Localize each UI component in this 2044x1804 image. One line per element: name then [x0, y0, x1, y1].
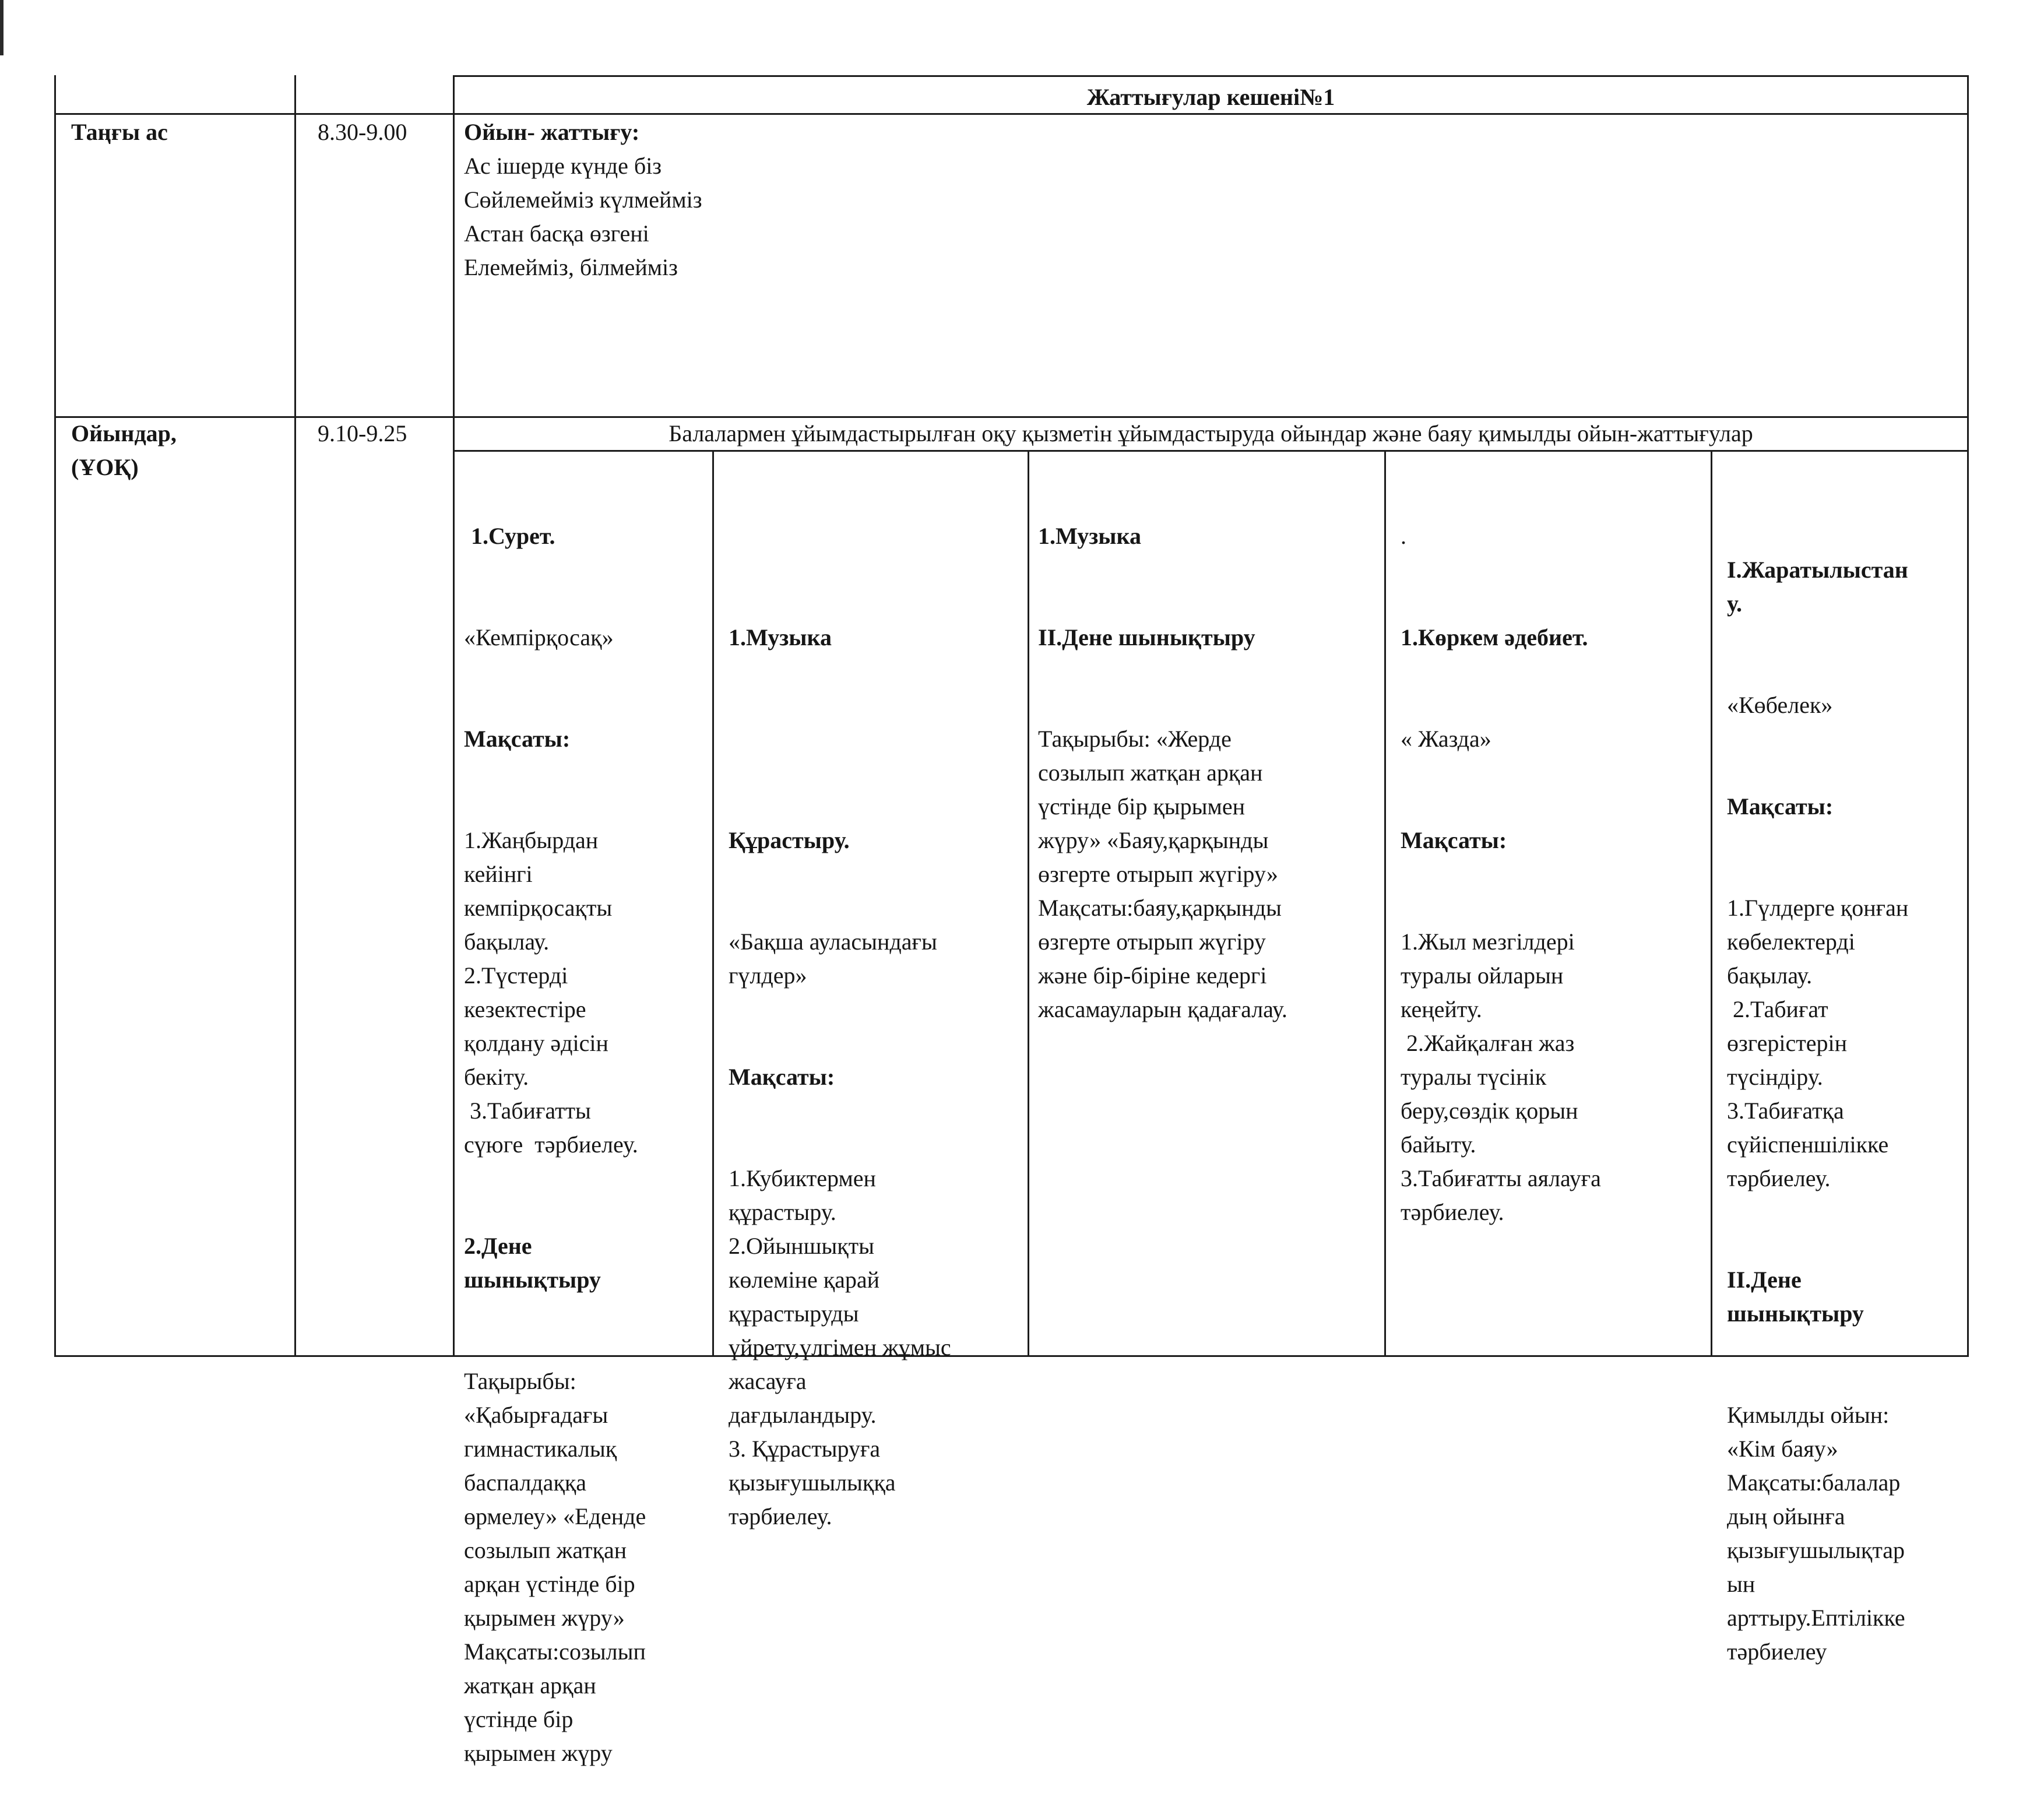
table-left-border — [54, 75, 56, 1357]
games-time: 9.10-9.25 — [318, 420, 407, 446]
day-cell-2 — [729, 452, 1023, 1567]
day2-heading-music: 1.Музыка — [729, 624, 832, 650]
day3-pe-text: Тақырыбы: «Жерде созылып жатқан арқан үстінде бір қырымен жүру» «Баяу,қарқынды өзгерте отырып жүгіру» Мақсаты:баяу,қарқынды өзгерте отырып жүгіру және бір-біріне кедергі жасамауларын қадағалау. — [1038, 726, 1287, 1022]
day2-topic: «Бақша ауласындағы гүлдер» — [729, 929, 937, 989]
day-cell-4 — [1401, 452, 1707, 1263]
day5-heading-nature: І.Жаратылыстан у. — [1727, 557, 1908, 617]
day4-dot: . — [1401, 523, 1406, 549]
day1-topic: «Кемпірқосақ» — [464, 624, 614, 650]
breakfast-label: Таңғы ас — [71, 119, 168, 145]
day5-goal-text: 1.Гүлдерге қонған көбелектерді бақылау. 2.Табиғат өзгерістерін түсіндіру. 3.Табиғатқа сүйіспеншілікке тәрбиелеу. — [1727, 895, 1909, 1191]
day3-heading-pe: ІІ.Дене шынықтыру — [1038, 624, 1255, 650]
day5-pe-text: Қимылды ойын: «Кім баяу» Мақсаты:балалар дың ойынға қызығушылықтар ын арттыру.Ептілікке тәрбиелеу — [1727, 1402, 1905, 1665]
day-col-divider-3 — [1384, 450, 1386, 1357]
breakfast-rhyme-line: Астан басқа өзгені — [464, 220, 649, 247]
day-cell-5 — [1727, 486, 1966, 1703]
day-cell-1 — [464, 452, 709, 1804]
day1-heading-art: 1.Сурет. — [471, 523, 555, 549]
day-col-divider-4 — [1711, 450, 1712, 1357]
breakfast-rhyme-line: Сөйлемейміз күлмейміз — [464, 187, 702, 213]
day2-goal-text: 1.Кубиктермен құрастыру. 2.Ойыншықты көлеміне қарай құрастыруды үйрету,үлгімен жұмыс жасауға дағдыландыру. 3. Құрастыруға қызығушылыққа тәрбиелеу. — [729, 1165, 951, 1529]
day2-spacer — [729, 722, 1023, 756]
day4-heading-literature: 1.Көркем әдебиет. — [1401, 624, 1588, 650]
games-banner: Балалармен ұйымдастырылған оқу қызметін ұйымдастыруда ойындар және баяу қимылды ойын-жаттығулар — [669, 420, 1753, 446]
day2-goal-label: Мақсаты: — [729, 1064, 835, 1090]
table-col-divider-1 — [294, 75, 296, 1357]
day1-pe-text: Тақырыбы: «Қабырғадағы гимнастикалық баспалдаққа өрмелеу» «Еденде созылып жатқан арқан үстінде бір қырымен жүру» Мақсаты:созылып жатқан арқан үстінде бір қырымен жүру — [464, 1368, 646, 1766]
day5-heading-pe: ІІ.Дене шынықтыру — [1727, 1267, 1864, 1327]
day3-heading-music: 1.Музыка — [1038, 523, 1141, 549]
day1-heading-pe: 2.Дене шынықтыру — [464, 1233, 601, 1293]
day1-goal-label: Мақсаты: — [464, 726, 571, 752]
day1-goal-text: 1.Жаңбырдан кейінгі кемпірқосақты бақылау. 2.Түстерді кезектестіре қолдану әдісін бекіту. 3.Табиғатты сүюге тәрбиелеу. — [464, 827, 638, 1158]
day-cell-3 — [1038, 452, 1382, 1060]
games-label: Ойындар, (ҰОҚ) — [71, 420, 182, 480]
day2-spacer — [729, 519, 1023, 553]
table-right-border — [1967, 75, 1969, 1357]
day5-topic: «Көбелек» — [1727, 692, 1833, 718]
day5-goal-label: Мақсаты: — [1727, 793, 1834, 820]
breakfast-rhyme-line: Елемейміз, білмейміз — [464, 254, 678, 280]
day4-goal-label: Мақсаты: — [1401, 827, 1507, 853]
table-top-border-right — [453, 75, 1969, 77]
day-col-divider-1 — [712, 450, 714, 1357]
breakfast-rhyme-line: Ас ішерде күнде біз — [464, 153, 662, 179]
day-col-divider-2 — [1028, 450, 1029, 1357]
table-col-divider-2 — [453, 75, 455, 1357]
breakfast-game-title: Ойын- жаттығу: — [464, 119, 640, 145]
breakfast-time: 8.30-9.00 — [318, 119, 407, 145]
day2-heading-construction: Құрастыру. — [729, 827, 850, 853]
day4-goal-text: 1.Жыл мезгілдері туралы ойларын кеңейту. 2.Жайқалған жаз туралы түсінік беру,сөздік қорын байыту. 3.Табиғатты аялауға тәрбиелеу. — [1401, 929, 1601, 1225]
breakfast-game — [464, 115, 1956, 284]
table-header-title: Жаттығулар кешені№1 — [1086, 84, 1335, 110]
day4-topic: « Жазда» — [1401, 726, 1491, 752]
